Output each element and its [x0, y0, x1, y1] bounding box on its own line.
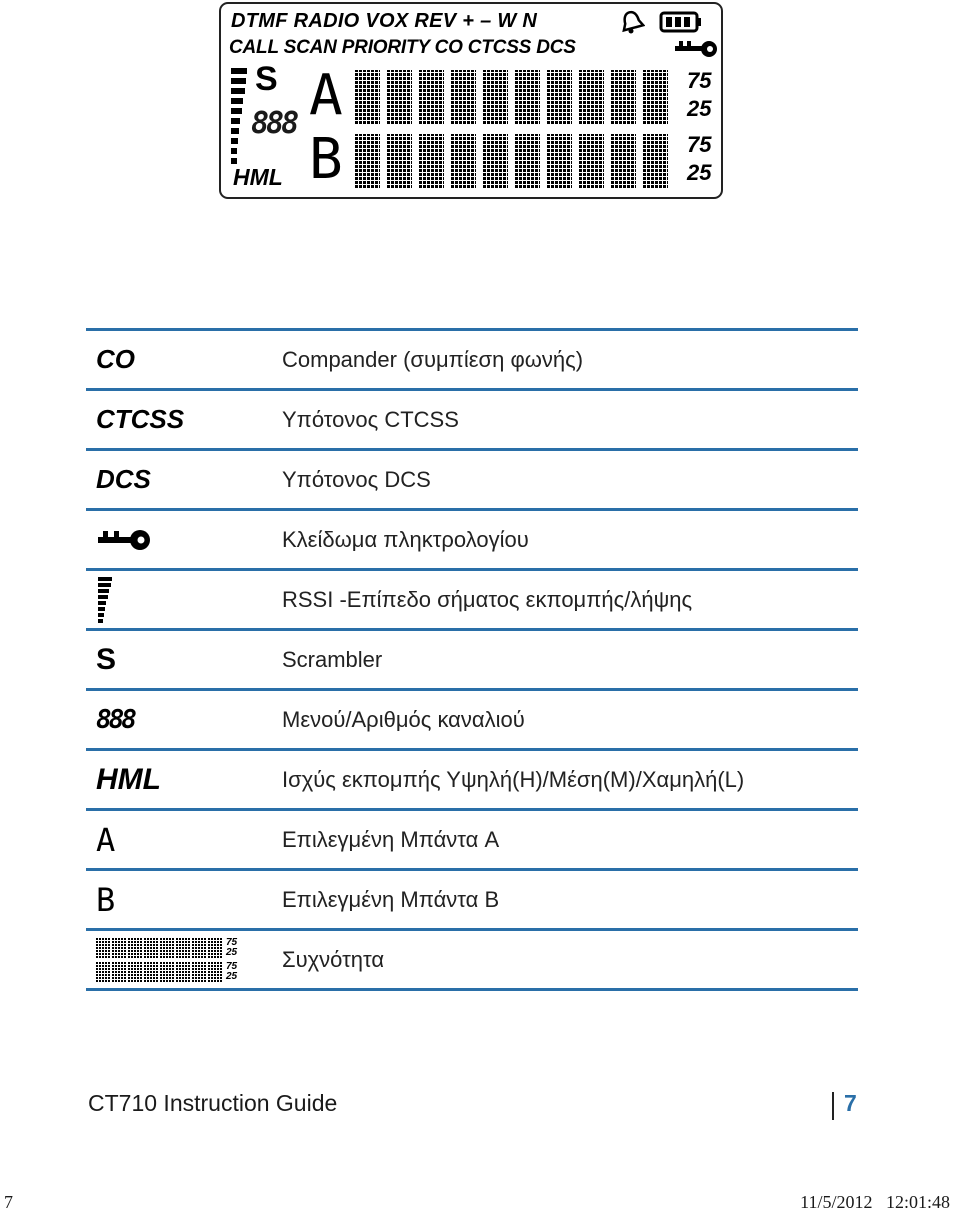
rssi-description: RSSI -Επίπεδο σήματος εκπομπής/λήψης	[282, 586, 693, 612]
key-icon	[96, 527, 152, 553]
bell-icon	[619, 10, 645, 34]
legend-row-power	[86, 748, 858, 808]
key-icon	[673, 38, 719, 60]
legend-row-rssi	[86, 568, 858, 628]
band-a-symbol: A	[96, 820, 116, 859]
legend-row-band-b	[86, 868, 858, 928]
frequency-symbol	[96, 931, 237, 988]
rssi-icon	[96, 575, 116, 625]
dcs-symbol: DCS	[96, 464, 151, 494]
freq-a-step-bottom: 25	[687, 96, 712, 121]
scrambler-indicator: S	[255, 60, 278, 98]
channel-description: Μενού/Αριθμός καναλιού	[282, 706, 525, 732]
frequency-b-segments	[355, 134, 668, 188]
channel-symbol: 888	[96, 704, 134, 735]
dcs-description: Υπότονος DCS	[282, 466, 431, 492]
print-timestamp: 11/5/2012 12:01:48	[800, 1192, 950, 1212]
legend-row-keylock	[86, 508, 858, 568]
power-description: Ισχύς εκπομπής Υψηλή(H)/Μέση(M)/Χαμηλή(L)	[282, 766, 745, 792]
power-level-indicator: HML	[233, 164, 283, 190]
lcd-display-diagram	[219, 2, 723, 199]
freq-step-top: 75	[226, 936, 238, 948]
print-page-number: 7	[4, 1192, 13, 1212]
band-b-indicator: B	[309, 127, 343, 192]
freq-b-step-bottom: 25	[687, 160, 712, 185]
freq-step-bottom-2: 25	[226, 970, 238, 982]
legend-row-channel	[86, 688, 858, 748]
band-a-indicator: A	[309, 63, 343, 128]
power-symbol: HML	[96, 762, 161, 796]
rssi-bars	[231, 68, 247, 168]
footer-guide-title: CT710 Instruction Guide	[88, 1090, 338, 1116]
co-description: Compander (συμπίεση φωνής)	[282, 346, 584, 372]
ctcss-description: Υπότονος CTCSS	[282, 406, 459, 432]
co-symbol: CO	[96, 344, 135, 374]
freq-step-bottom: 25	[226, 946, 238, 958]
ctcss-symbol: CTCSS	[96, 404, 185, 434]
legend-row-band-a	[86, 808, 858, 868]
legend-row-ctcss	[86, 388, 858, 448]
legend-row-frequency	[86, 928, 858, 991]
freq-b-step-top: 75	[687, 132, 712, 157]
lcd-indicator-row-1: DTMF RADIO VOX REV + – W N	[231, 10, 538, 32]
footer-divider	[832, 1092, 834, 1120]
frequency-a-segments	[355, 70, 668, 124]
scrambler-symbol: S	[96, 642, 117, 676]
legend-row-co	[86, 328, 858, 388]
frequency-description: Συχνότητα	[282, 946, 385, 972]
scrambler-description: Scrambler	[282, 646, 383, 672]
legend-row-dcs	[86, 448, 858, 508]
band-b-description: Επιλεγμένη Μπάντα B	[282, 886, 500, 912]
band-b-symbol: B	[96, 880, 116, 919]
freq-a-step-top: 75	[687, 68, 712, 93]
lcd-indicator-row-2: CALL SCAN PRIORITY CO CTCSS DCS	[229, 37, 576, 58]
legend-row-scrambler	[86, 628, 858, 688]
keylock-description: Κλείδωμα πληκτρολογίου	[282, 526, 529, 552]
channel-digits: 888	[251, 106, 297, 141]
battery-icon	[659, 11, 703, 33]
freq-step-top-2: 75	[226, 960, 238, 972]
footer-page-number: 7	[844, 1090, 857, 1116]
band-a-description: Επιλεγμένη Μπάντα A	[282, 826, 500, 852]
icon-legend-table	[86, 328, 858, 991]
